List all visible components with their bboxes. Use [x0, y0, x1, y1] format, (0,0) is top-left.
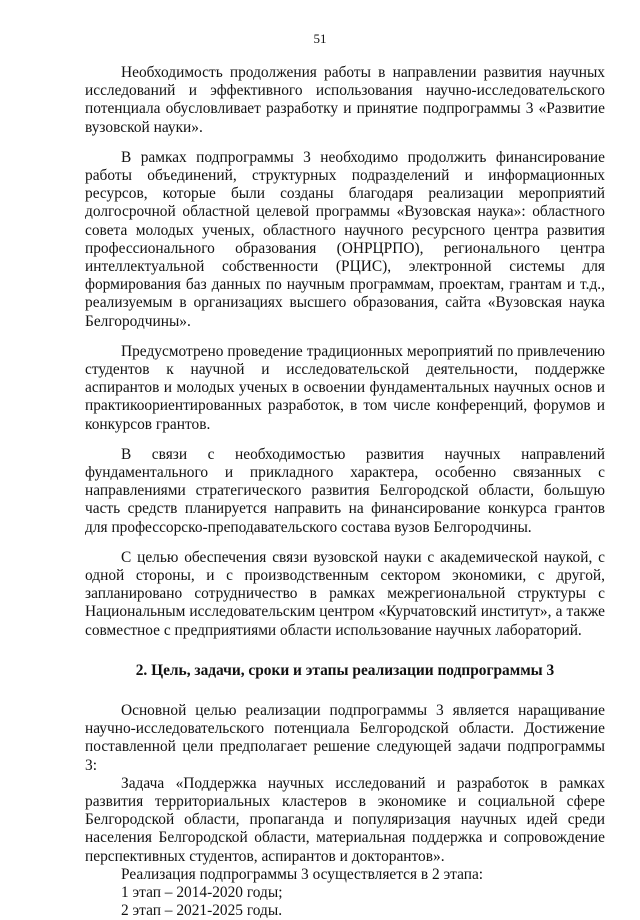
- paragraph: Предусмотрено проведение традиционных мероприятий по привлечению студентов к научной и исследовательской деятельности, поддержке аспирантов и молодых ученых в освоении фундаментальных научных основ и практикоориентированных разработок, в том числе конференций, форумов и конкурсов грантов.: [85, 342, 605, 433]
- stage-item-1: 1 этап – 2014-2020 годы;: [121, 883, 283, 901]
- section-heading: 2. Цель, задачи, сроки и этапы реализации подпрограммы 3: [135, 661, 555, 679]
- paragraph: Необходимость продолжения работы в направлении развития научных исследований и эффективного использования научно-исследовательского потенциала обусловливает разработку и принятие подпрограммы 3 «Развитие вузовской науки».: [85, 64, 605, 136]
- paragraph: В рамках подпрограммы 3 необходимо продолжить финансирование работы объединений, структурных подразделений и информационных ресурсов, которые были созданы благодаря реализации мероприятий долгосрочной областной целевой программы «Вузовская наука»: областного совета молодых ученых, областного научного ресурсного центра развития профессионального образования (ОНРЦРПО), регионального центра интеллектуальной собственности (РЦИС), электронной системы для формирования баз данных по научным программам, проектам, грантам и т.д., реализуемым в организациях высшего образования, сайта «Вузовская наука Белгородчины».: [85, 148, 605, 330]
- goal-paragraph: Основной целью реализации подпрограммы 3 является наращивание научно-исследовательского потенциала Белгородской области. Достижение поставленной цели предполагает решение следующей задачи подпрограммы 3:: [85, 701, 605, 774]
- stage-item-2: 2 этап – 2021-2025 годы.: [121, 902, 283, 920]
- document-body: [85, 64, 605, 920]
- task-paragraph: Задача «Поддержка научных исследований и разработок в рамках развития территориальных кластеров в экономике и социальной сфере Белгородской области, пропаганда и популяризация научных идей среди населения Белгородской области, материальная поддержка и сопровождение перспективных студентов, аспирантов и докторантов».: [85, 774, 605, 865]
- paragraph: В связи с необходимостью развития научных направлений фундаментального и прикладного характера, особенно связанных с направлениями стратегического развития Белгородской области, большую часть средств планируется направить на финансирование конкурса грантов для профессорско-преподавательского состава вузов Белгородчины.: [85, 445, 605, 536]
- paragraph: С целью обеспечения связи вузовской науки с академической наукой, с одной стороны, и с производственным сектором экономики, с другой, запланировано сотрудничество в рамках межрегиональной структуры с Национальным исследовательским центром «Курчатовский институт», а также совместное с предприятиями области использование научных лабораторий.: [85, 548, 605, 639]
- stages-intro: Реализация подпрограммы 3 осуществляется в 2 этапа:: [121, 865, 484, 883]
- page-number: 51: [313, 31, 327, 46]
